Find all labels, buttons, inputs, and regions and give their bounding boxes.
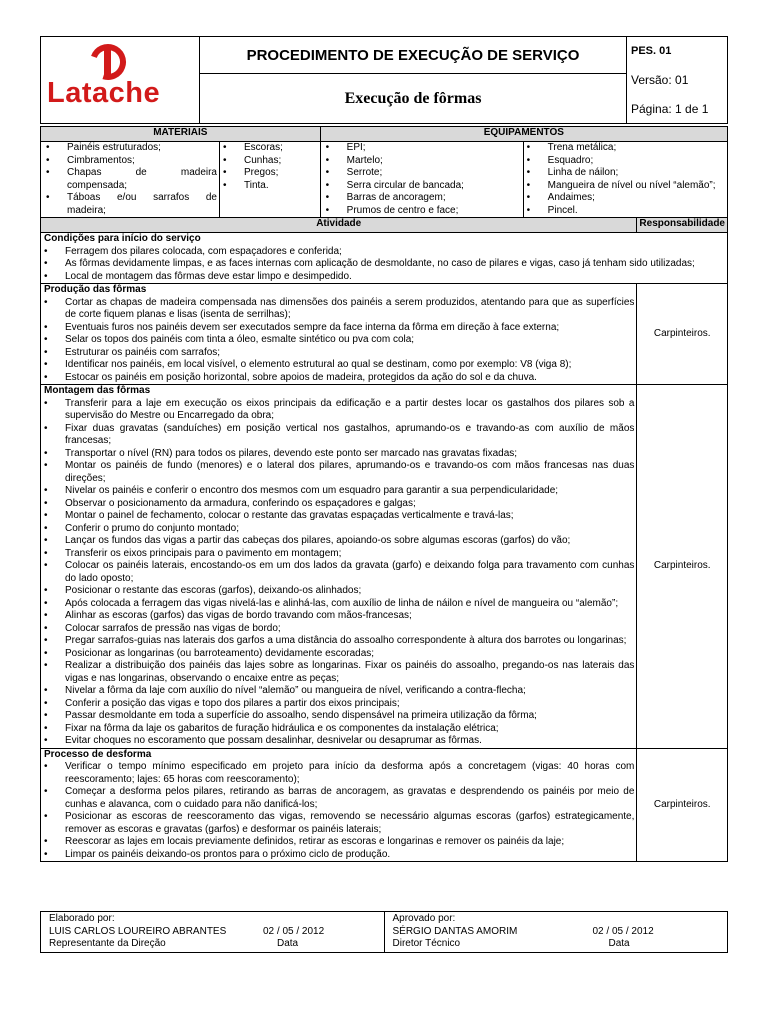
responsible-cell: Carpinteiros.: [637, 284, 728, 385]
list-item: • Nivelar os painéis e conferir o encontro dos mesmos com um esquadro para garantir a sua perpendicularidade;: [43, 485, 634, 498]
header-meta: [627, 37, 727, 123]
list-item: • Mangueira de nível ou nível “alemão”;: [526, 180, 723, 193]
list-item: • Linha de náilon;: [526, 167, 723, 180]
approved-by-label: Aprovado por:: [392, 913, 456, 924]
prepared-by-label: Elaborado por:: [49, 913, 115, 924]
list-item: • Posicionar o restante das escoras (garfos), deixando-os alinhados;: [43, 585, 634, 598]
equipment-list-2: [526, 142, 723, 217]
document-page: Página: 1 de 1: [631, 101, 709, 116]
activity-sections: [41, 233, 728, 862]
list-item: • Verificar o tempo mínimo especificado em projeto para início da desforma após a concretagem (vigas: 40 horas com reescoramento; lajes: 65 horas com reescoramento);: [43, 761, 634, 786]
materials-list-2: [222, 142, 316, 192]
list-item: • Colocar os painéis laterais, encostando-os em um dos lados da gravata (garfo) e deixando folga para travamento com cunhas do lado oposto;: [43, 560, 634, 585]
prepared-by-date-label: Data: [277, 938, 299, 949]
header-titles: [200, 37, 627, 123]
approved-by-cell: [384, 912, 728, 953]
approved-by-name: SÉRGIO DANTAS AMORIM: [392, 925, 518, 937]
list-item: • Após colocada a ferragem das vigas nivelá-las e alinhá-las, com auxílio de linha de náilon e nível de mangueira ou “alemão”;: [43, 598, 634, 611]
document-version: Versão: 01: [631, 73, 689, 87]
section-title: Montagem das fôrmas: [44, 385, 151, 396]
list-item: • Esquadro;: [526, 155, 723, 168]
materials-heading: MATERIAIS: [41, 127, 321, 142]
list-item: • Cunhas;: [222, 155, 316, 168]
activity-list: [43, 398, 634, 748]
list-item: • Transferir para a laje em execução os eixos principais da edificação e a partir destes locar os gastalhos dos pilares sob a supervisão do Mestre ou Encarregado da obra;: [43, 398, 634, 423]
list-item: • Táboas e/ou sarrafos de madeira;: [45, 192, 217, 217]
list-item: • Posicionar as longarinas (ou barroteamento) devidamente escoradas;: [43, 648, 634, 661]
list-item: • Lançar os fundos das vigas a partir das cabeças dos pilares, apoiando-os sobre algumas escoras (garfos) do vão;: [43, 535, 634, 548]
document-header: [40, 36, 728, 124]
list-item: • Transferir os eixos principais para o pavimento em montagem;: [43, 548, 634, 561]
approved-by-date: 02 / 05 / 2012: [592, 925, 654, 937]
list-item: • Montar o painel de fechamento, colocar o restante das gravatas espaçadas verticalmente e travá-las;: [43, 510, 634, 523]
header-box: [40, 36, 728, 124]
list-item: • Local de montagem das fôrmas deve estar limpo e desimpedido.: [43, 271, 725, 284]
responsible-cell: Carpinteiros.: [637, 748, 728, 862]
list-item: • Fixar duas gravatas (sanduíches) em posição vertical nos gastalhos, aprumando-os e travando-as com auxílio de mãos francesas;: [43, 423, 634, 448]
activity-list: [43, 297, 634, 385]
prepared-by-name: LUIS CARLOS LOUREIRO ABRANTES: [49, 925, 227, 937]
list-item: • Andaimes;: [526, 192, 723, 205]
list-item: • Passar desmoldante em toda a superfície do assoalho, sendo dispensável na primeira utilização da fôrma;: [43, 710, 634, 723]
approval-footer: [40, 911, 728, 953]
materials-list-1: [45, 142, 217, 217]
document-code: PES. 01: [631, 45, 672, 58]
list-item: • As fôrmas devidamente limpas, e as faces internas com aplicação de desmoldante, no caso de pilares e vigas, caso já tenham sido utilizadas;: [43, 258, 725, 271]
list-item: • EPI;: [325, 142, 521, 155]
list-item: • Painéis estruturados;: [45, 142, 217, 155]
section-title: Condições para início do serviço: [44, 233, 201, 244]
activity-cell: [41, 233, 728, 284]
list-item: • Estocar os painéis em posição horizontal, sobre apoios de madeira, protegidos da ação do sol e da chuva.: [43, 372, 634, 385]
list-item: • Serrote;: [325, 167, 521, 180]
list-item: • Nivelar a fôrma da laje com auxílio do nível “alemão” ou mangueira de nível, verificando a contra-flecha;: [43, 685, 634, 698]
activity-cell: [41, 284, 637, 385]
list-item: • Montar os painéis de fundo (menores) e o lateral dos pilares, aprumando-os e travando-os com mãos francesas nas duas direções;: [43, 460, 634, 485]
list-item: • Alinhar as escoras (garfos) das vigas de bordo travando com mãos-francesas;: [43, 610, 634, 623]
list-item: • Conferir a posição das vigas e topo dos pilares a partir dos eixos principais;: [43, 698, 634, 711]
activity-row: [41, 748, 728, 862]
section-title: Processo de desforma: [44, 748, 152, 760]
prepared-by-cell: [41, 912, 385, 953]
document-title: PROCEDIMENTO DE EXECUÇÃO DE SERVIÇO: [200, 37, 626, 74]
list-item: • Prumos de centro e face;: [325, 205, 521, 218]
activity-heading: Atividade: [41, 218, 637, 233]
activity-cell: [41, 748, 637, 862]
materials-cell: [41, 142, 321, 218]
list-item: • Colocar sarrafos de pressão nas vigas de bordo;: [43, 623, 634, 636]
list-item: • Cimbramentos;: [45, 155, 217, 168]
list-item: • Pregos;: [222, 167, 316, 180]
list-item: • Escoras;: [222, 142, 316, 155]
approved-by-date-label: Data: [608, 938, 630, 949]
activity-list: [43, 246, 725, 284]
list-item: • Transportar o nível (RN) para todos os pilares, devendo este ponto ser marcado nas gravatas fixadas;: [43, 448, 634, 461]
list-item: • Limpar os painéis deixando-os prontos para o próximo ciclo de produção.: [43, 849, 634, 862]
procedure-table: [40, 126, 728, 862]
activity-row: [41, 284, 728, 385]
list-item: • Trena metálica;: [526, 142, 723, 155]
list-item: • Posicionar as escoras de reescoramento das vigas, removendo se necessário algumas escoras (garfos) estrategicamente, remover as escoras e gravatas (garfos) e desformar os painéis laterais;: [43, 811, 634, 836]
equipment-cell: [320, 142, 727, 218]
company-name: Latache: [47, 77, 161, 109]
company-logo: [41, 37, 200, 123]
section-title: Produção das fôrmas: [44, 284, 147, 295]
list-item: • Estruturar os painéis com sarrafos;: [43, 347, 634, 360]
list-item: • Tinta.: [222, 180, 316, 193]
list-item: • Selar os topos dos painéis com tinta a óleo, esmalte sintético ou pva com cola;: [43, 334, 634, 347]
list-item: • Chapas de madeira compensada;: [45, 167, 217, 192]
list-item: • Começar a desforma pelos pilares, retirando as barras de ancoragem, as gravatas e desprendendo os painéis por meio de cunhas e alavanca, com o cuidado para não danificá-los;: [43, 786, 634, 811]
prepared-by-date: 02 / 05 / 2012: [263, 925, 325, 937]
list-item: • Barras de ancoragem;: [325, 192, 521, 205]
equipment-heading: EQUIPAMENTOS: [320, 127, 727, 142]
list-item: • Conferir o prumo do conjunto montado;: [43, 523, 634, 536]
list-item: • Observar o posicionamento da armadura, conferindo os espaçadores e galgas;: [43, 498, 634, 511]
activity-row: [41, 385, 728, 749]
list-item: • Ferragem dos pilares colocada, com espaçadores e conferida;: [43, 246, 725, 259]
responsibility-heading: Responsabilidade: [637, 218, 728, 233]
equipment-list-1: [325, 142, 521, 217]
list-item: • Martelo;: [325, 155, 521, 168]
list-item: • Cortar as chapas de madeira compensada nas dimensões dos painéis a serem produzidos, atentando para que as superfícies de corte fiquem planas e lisas (isenta de serrilhas);: [43, 297, 634, 322]
list-item: • Fixar na fôrma da laje os gabaritos de furação hidráulica e os componentes da instalação elétrica;: [43, 723, 634, 736]
activity-cell: [41, 385, 637, 749]
list-item: • Reescorar as lajes em locais previamente definidos, retirar as escoras e longarinas e remover os painéis da laje;: [43, 836, 634, 849]
approved-by-role: Diretor Técnico: [392, 938, 461, 949]
list-item: • Eventuais furos nos painéis devem ser executados sempre da face interna da fôrma em direção à face externa;: [43, 322, 634, 335]
responsible-cell: Carpinteiros.: [637, 385, 728, 749]
activity-row: [41, 233, 728, 284]
activity-list: [43, 761, 634, 861]
list-item: • Pregar sarrafos-guias nas laterais dos garfos a uma distância do assoalho correspondente à altura dos barrotes ou longarinas;: [43, 635, 634, 648]
list-item: • Serra circular de bancada;: [325, 180, 521, 193]
list-item: • Evitar choques no escoramento que possam desalinhar, desnivelar ou desaprumar as fôrmas.: [43, 735, 634, 748]
document-subtitle: Execução de fôrmas: [344, 89, 482, 107]
list-item: • Identificar nos painéis, em local visível, o elemento estrutural ao qual se destinam, como por exemplo: V8 (viga 8);: [43, 359, 634, 372]
list-item: • Realizar a distribuição dos painéis das lajes sobre as longarinas. Fixar os painéis do assoalho, pregando-os nas laterais das vigas e nas longarinas, observando o encaixe entre as peças;: [43, 660, 634, 685]
prepared-by-role: Representante da Direção: [49, 938, 166, 949]
list-item: • Pincel.: [526, 205, 723, 218]
latache-logo-icon: [87, 43, 129, 81]
